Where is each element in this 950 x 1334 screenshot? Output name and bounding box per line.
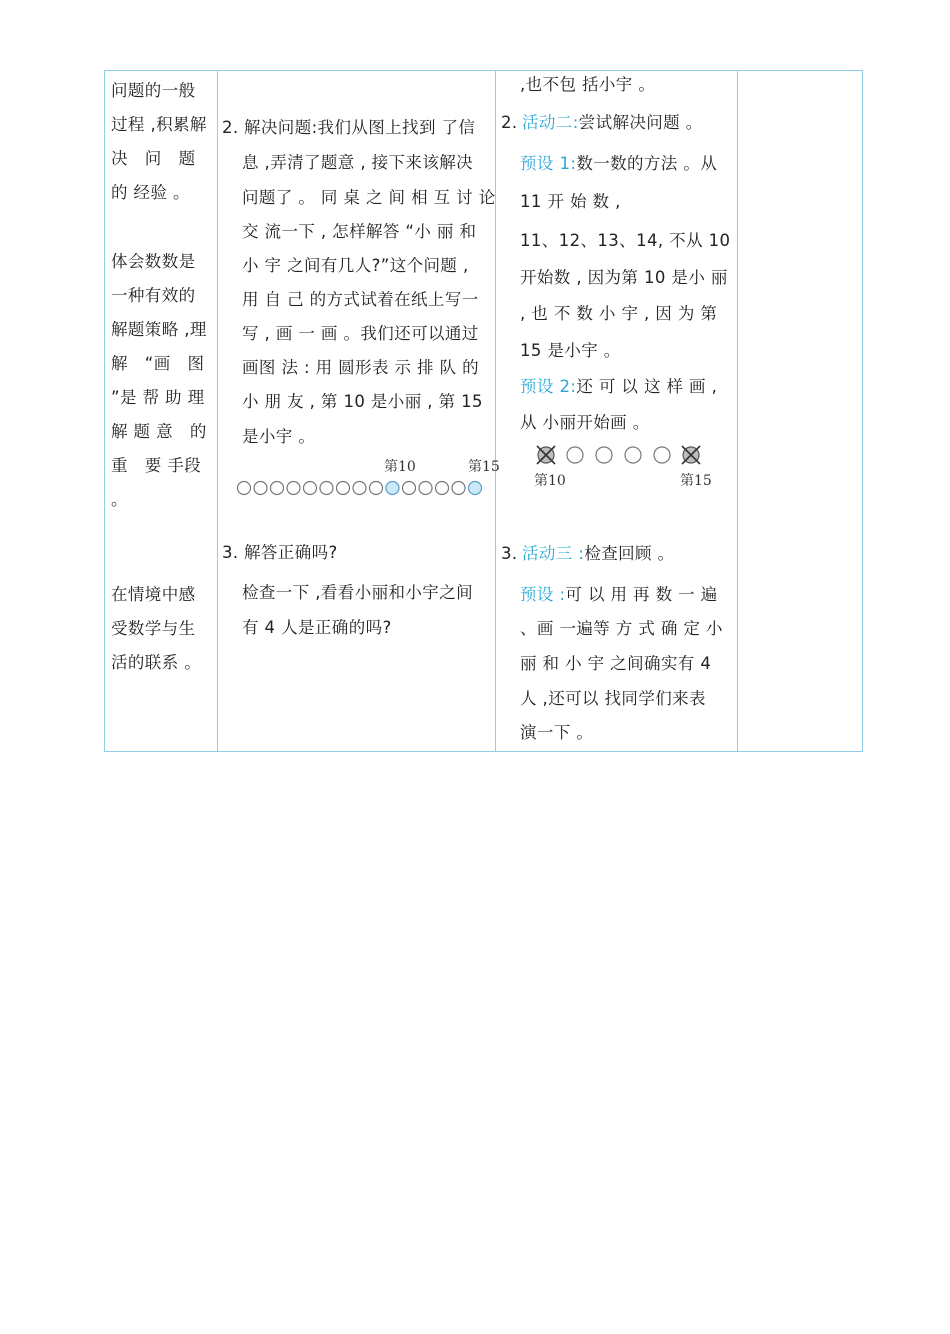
queue-circle <box>469 482 482 495</box>
intent-line: 问题的一般 <box>111 81 196 100</box>
queue-circle <box>271 482 284 495</box>
item2-line: 交 流一下 , 怎样解答 “小 丽 和 <box>242 222 477 241</box>
intent-line: ”是 帮 助 理 <box>111 388 205 407</box>
activity3-heading <box>522 544 674 564</box>
continued-line: ,也不包 括小宇 。 <box>520 75 656 94</box>
queue-circle <box>403 482 416 495</box>
preset1-line: 15 是小宇 。 <box>520 341 621 360</box>
item2-line: 问题了 。 同 桌 之 间 相 互 讨 论 <box>242 188 496 207</box>
item-number: 2. <box>222 118 239 137</box>
intent-line: 解 “画 图 <box>111 354 205 373</box>
queue-circle <box>304 482 317 495</box>
queue-circle <box>452 482 465 495</box>
queue-circle <box>337 482 350 495</box>
figure-label-10: 第10 <box>384 459 416 475</box>
preset1-line: , 也 不 数 小 宇 , 因 为 第 <box>520 304 718 323</box>
intent-line: 一种有效的 <box>111 286 196 305</box>
drawing-circle <box>567 447 583 463</box>
queue-circle <box>254 482 267 495</box>
preset2-label: 预设 2: <box>520 377 577 396</box>
item-number: 3. <box>222 543 239 562</box>
preset3-text: 可 以 用 再 数 一 遍 <box>565 585 718 604</box>
table-row <box>105 71 863 752</box>
preset1-heading <box>520 154 717 174</box>
circle-row <box>238 482 482 495</box>
intent-line: 受数学与生 <box>111 619 196 638</box>
activity2-label: 活动二: <box>522 113 579 132</box>
intent-line: 解 题 意 的 <box>111 422 207 441</box>
drawing-circle <box>654 447 670 463</box>
intent-line: 。 <box>111 490 128 509</box>
preset1-line: 开始数 , 因为第 10 是小 丽 <box>520 268 728 287</box>
intent-line: 在情境中感 <box>111 585 196 604</box>
figure-label-10: 第10 <box>534 473 566 489</box>
intent-line: 过程 ,积累解 <box>111 115 207 134</box>
activity3-label: 活动三 : <box>522 544 585 563</box>
item2-line: 用 自 己 的方式试着在纸上写一 <box>242 290 479 309</box>
activity2-text: 尝试解决问题 。 <box>578 113 703 132</box>
queue-circle <box>353 482 366 495</box>
preset3-line: 演一下 。 <box>520 723 594 742</box>
intent-line: 的 经验 。 <box>111 183 190 202</box>
intent-line: 决 问 题 <box>111 149 196 168</box>
item-number: 3. <box>501 544 518 563</box>
activity2-heading <box>522 113 703 133</box>
intent-line: 体会数数是 <box>111 252 196 271</box>
drawing-circle <box>596 447 612 463</box>
item2-line: 画图 法 : 用 圆形表 示 排 队 的 <box>242 358 480 377</box>
preset1-text: 数一数的方法 。从 <box>576 154 718 173</box>
preset2-line: 从 小丽开始画 。 <box>520 413 650 432</box>
intent-cell <box>105 71 218 752</box>
drawing-figure <box>532 443 722 491</box>
queue-circle <box>386 482 399 495</box>
item3-title: 解答正确吗? <box>244 543 338 562</box>
preset1-line: 11、12、13、14, 不从 10 <box>520 231 731 250</box>
preset2-text: 还 可 以 这 样 画 , <box>576 377 718 396</box>
teacher-cell <box>218 71 500 752</box>
drawing-circle <box>625 447 641 463</box>
preset3-line: 人 ,还可以 找同学们来表 <box>520 689 706 708</box>
queue-figure <box>238 455 500 501</box>
item-number: 2. <box>501 113 518 132</box>
notes-cell <box>738 71 863 752</box>
item2-line: 写 , 画 一 画 。我们还可以通过 <box>242 324 479 343</box>
queue-circle <box>287 482 300 495</box>
intent-line: 重 要 手段 <box>111 456 202 475</box>
queue-circle <box>238 482 251 495</box>
item2-line: 是小宇 。 <box>242 427 316 446</box>
item3-line: 有 4 人是正确的吗? <box>242 618 392 637</box>
student-cell <box>496 71 738 752</box>
figure-label-15: 第15 <box>680 473 712 489</box>
queue-circle <box>419 482 432 495</box>
queue-circle <box>436 482 449 495</box>
item2-line: 小 宇 之间有几人?”这个问题 , <box>242 256 469 275</box>
intent-line: 解题策略 ,理 <box>111 320 207 339</box>
item2-line: 解决问题:我们从图上找到 了信 <box>244 118 476 137</box>
figure-label-15: 第15 <box>468 459 500 475</box>
preset3-label: 预设 : <box>520 585 566 604</box>
intent-line: 活的联系 。 <box>111 653 202 672</box>
preset3-line: 丽 和 小 宇 之间确实有 4 <box>520 654 712 673</box>
preset3-heading <box>520 585 718 605</box>
lesson-plan-table <box>104 70 863 752</box>
preset3-line: 、画 一遍等 方 式 确 定 小 <box>520 619 723 638</box>
preset1-line: 11 开 始 数 , <box>520 192 621 211</box>
preset2-heading <box>520 377 717 397</box>
item2-line: 小 朋 友 , 第 10 是小丽 , 第 15 <box>242 392 483 411</box>
queue-circle <box>370 482 383 495</box>
queue-circle <box>320 482 333 495</box>
item2-line: 息 ,弄清了题意 , 接下来该解决 <box>242 153 474 172</box>
item3-line: 检查一下 ,看看小丽和小宇之间 <box>242 583 473 602</box>
preset1-label: 预设 1: <box>520 154 577 173</box>
activity3-text: 检查回顾 。 <box>584 544 675 563</box>
circle-row <box>537 446 700 464</box>
